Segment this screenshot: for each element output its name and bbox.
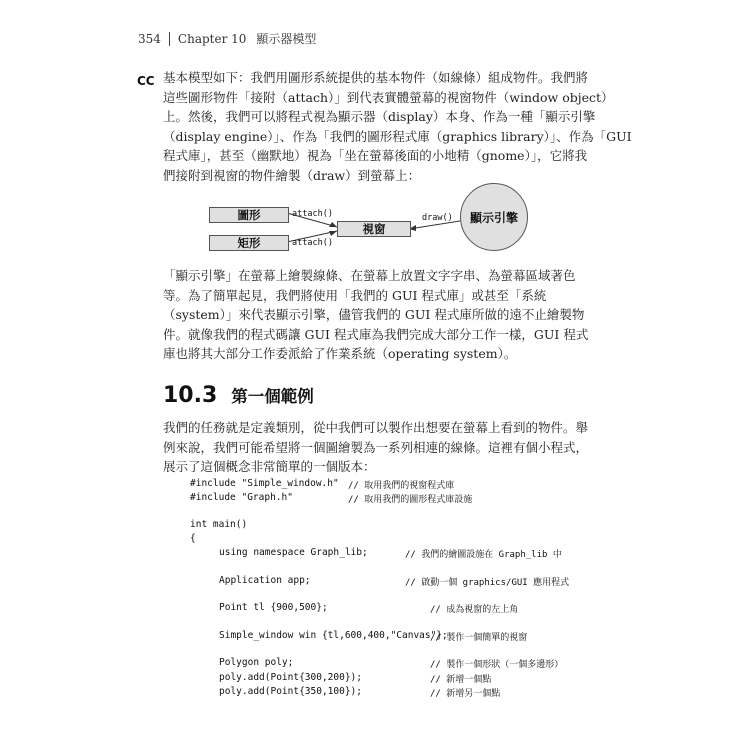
- code-comment: // 新增一個點: [430, 675, 492, 685]
- code-comment: // 我們的繪圖設施在 Graph_lib 中: [405, 550, 562, 560]
- code-line: Point tl {900,500};: [219, 602, 328, 613]
- paragraph-intro: [163, 68, 632, 186]
- arrowhead: [329, 222, 337, 227]
- attach-label-1: attach(): [292, 209, 333, 219]
- code-comment: // 取用我們的視窗程式庫: [348, 481, 455, 491]
- text-line: 展示了這個概念非常簡單的一個版本：: [163, 459, 376, 475]
- page-number: 354: [138, 31, 161, 46]
- text-line: 「顯示引擎」在螢幕上繪製線條、在螢幕上放置文字字串、為螢幕區域著色: [163, 268, 576, 283]
- text-line: 程式庫」，甚至（幽默地）視為「坐在螢幕後面的小地精（gnome）」，它將我: [163, 148, 588, 164]
- text-line: （system）」來代表顯示引擎，儘管我們的 GUI 程式庫所做的遠不止繪製物: [163, 307, 585, 323]
- code-comment: // 啟動一個 graphics/GUI 應用程式: [405, 578, 570, 588]
- code-comment: // 製作一個簡單的視窗: [430, 633, 528, 643]
- code-comment: // 成為視窗的左上角: [430, 605, 519, 615]
- code-line: using namespace Graph_lib;: [219, 547, 368, 558]
- text-line: 這些圖形物件「接附（attach）」到代表實體螢幕的視窗物件（window object）: [163, 89, 614, 105]
- paragraph-engine: [163, 266, 589, 364]
- text-line: 庫也將其大部分工作委派給了作業系統（operating system）。: [163, 346, 517, 362]
- text-line: （display engine）」、作為「我們的圖形程式庫（graphics library）」、作為「GUI: [163, 128, 632, 144]
- window-box: 視窗: [337, 221, 411, 237]
- section-number: 10.3: [163, 383, 218, 408]
- display-engine-label: 顯示引擎: [469, 210, 518, 225]
- arrowhead: [329, 231, 337, 236]
- code-line: poly.add(Point{350,100});: [219, 686, 362, 697]
- code-line: poly.add(Point{300,200});: [219, 672, 362, 683]
- paragraph-task: [163, 418, 589, 477]
- header-divider: [169, 32, 170, 46]
- code-line: {: [190, 533, 196, 544]
- text-line: 等。為了簡單起見，我們將使用「我們的 GUI 程式庫」或甚至「系統: [163, 287, 547, 303]
- section-title: 第一個範例: [231, 387, 314, 406]
- page-header: [138, 30, 316, 47]
- code-line: Polygon poly;: [219, 657, 294, 668]
- draw-label: draw(): [422, 213, 453, 223]
- code-line: Simple_window win {tl,600,400,"Canvas"};: [219, 630, 448, 641]
- attach-label-2: attach(): [292, 238, 333, 248]
- cc-marker: CC: [137, 74, 155, 88]
- section-heading: [163, 383, 314, 408]
- chapter-label: Chapter 10: [177, 31, 247, 46]
- code-comment: // 製作一個形狀（一個多邊形）: [430, 660, 564, 670]
- display-model-diagram: [205, 196, 545, 256]
- rectangle-box: 矩形: [209, 235, 289, 251]
- text-line: 件。就像我們的程式碼讓 GUI 程式庫為我們完成大部分工作一樣，GUI 程式: [163, 326, 589, 342]
- code-line: int main(): [190, 519, 248, 530]
- code-line: #include "Simple_window.h": [190, 478, 339, 489]
- chapter-title: 顯示器模型: [256, 32, 317, 46]
- code-line: #include "Graph.h": [190, 492, 293, 503]
- shape-box: 圖形: [209, 207, 289, 223]
- text-line: 例來說，我們可能希望將一個圖繪製為一系列相連的線條。這裡有個小程式，: [163, 439, 589, 455]
- code-comment: // 新增另一個點: [430, 689, 501, 699]
- text-line: 我們的任務就是定義類別，從中我們可以製作出想要在螢幕上看到的物件。舉: [163, 420, 589, 435]
- code-line: Application app;: [219, 575, 311, 586]
- text-line: 上。然後，我們可以將程式視為顯示器（display）本身、作為一種「顯示引擎: [163, 109, 596, 125]
- text-line: 們接附到視窗的物件繪製（draw）到螢幕上：: [163, 167, 421, 183]
- code-comment: // 取用我們的圖形程式庫設施: [348, 495, 473, 505]
- display-engine-circle: [460, 183, 528, 251]
- text-line: 基本模型如下：我們用圖形系統提供的基本物件（如線條）組成物件。我們將: [163, 70, 589, 85]
